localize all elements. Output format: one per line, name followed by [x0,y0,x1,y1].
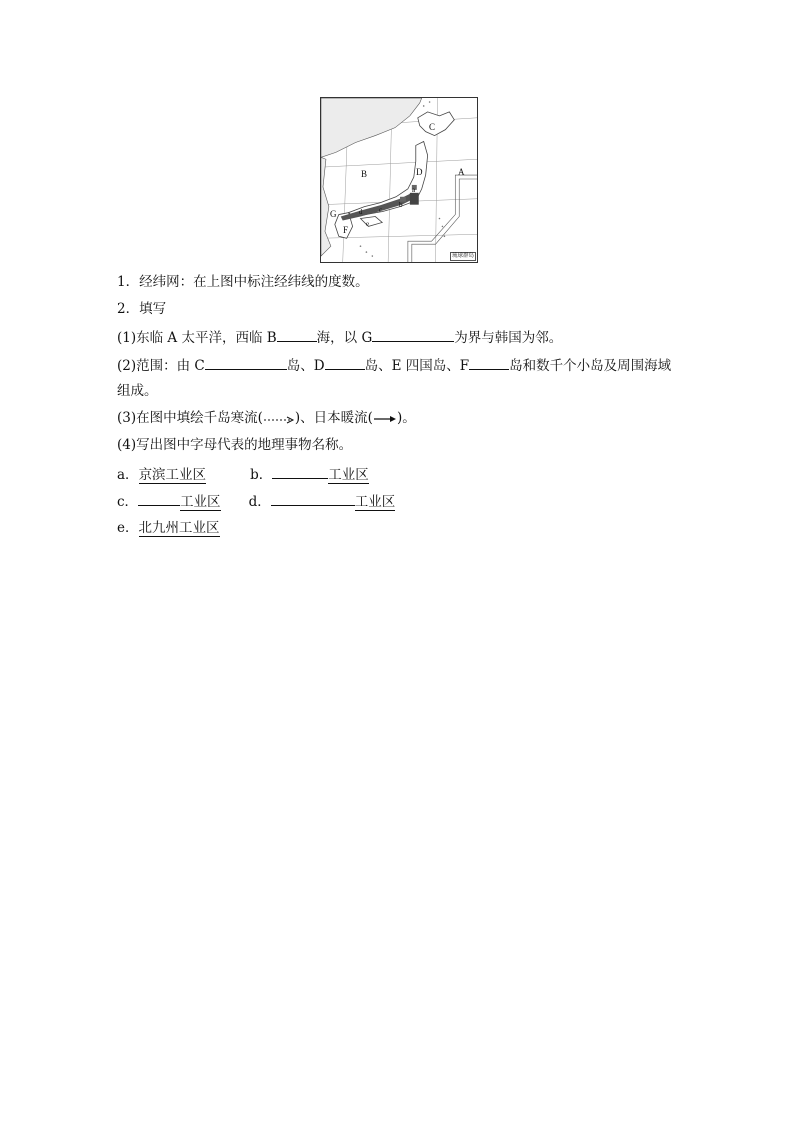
question-1-number: 1． [117,274,140,290]
part-2-text-d: 岛和数千个小岛及周围海域 [509,358,672,374]
blank-island-c[interactable] [205,355,287,370]
part-3-text-b: )、日本暖流( [294,410,373,426]
question-2-part-2-continued: 组成。 [117,383,158,399]
item-a-label: a． [117,467,139,483]
part-1-text-c: 为界与韩国为邻。 [454,330,563,346]
question-2-part-4: (4)写出图中字母代表的地理事物名称。 [117,437,353,453]
question-2-part-3 [117,409,416,427]
part-2-text-b: 岛、D [286,358,325,374]
question-2-title-text: 填写 [139,301,167,317]
item-e-label: e． [117,520,139,536]
part-3-text-c: )。 [396,410,416,426]
dashed-arrow-icon [263,414,295,424]
question-2-part-2 [117,355,671,375]
item-d-text: 工业区 [354,494,396,510]
part-1-text-a: (1)东临 A 太平洋，西临 B [117,330,277,346]
solid-arrow-icon [373,414,397,424]
part-2-text-c: 岛、E 四国岛、F [364,358,470,374]
answer-row-ab [117,464,369,484]
item-e-text: 北九州工业区 [138,520,220,536]
map-label-a-upper: A [458,167,465,177]
map-label-d-upper: D [416,167,423,177]
blank-island-d[interactable] [325,355,365,370]
blank-sea-b[interactable] [277,327,317,342]
answer-row-cd [117,491,395,511]
blank-item-c[interactable] [138,491,180,506]
part-2-text-a: (2)范围：由 C [117,358,205,374]
item-a-text: 京滨工业区 [138,467,207,483]
map-label-b-upper: B [361,169,368,179]
map-label-g: G [330,209,337,219]
question-1-text: 经纬网：在上图中标注经纬线的度数。 [139,274,369,290]
question-1 [117,273,369,291]
item-c-text: 工业区 [180,494,221,510]
japan-map [320,97,478,263]
part-3-text-a: (3)在图中填绘千岛寒流( [117,410,263,426]
blank-strait-g[interactable] [372,327,454,342]
question-2-title [117,300,166,318]
question-2-part-1 [117,327,562,347]
blank-island-f[interactable] [469,355,509,370]
map-label-a-lower: a [412,186,416,194]
map-label-e-lower: e [366,220,370,228]
item-b-label: b． [250,467,273,483]
item-b-text: 工业区 [328,467,369,483]
map-label-c-upper: C [429,122,436,132]
map-label-c-lower: c [379,206,383,214]
map-label-d-lower: d [359,208,363,216]
map-label-f: F [343,225,349,235]
item-c-label: c． [117,494,139,510]
map-source-label: 琉球群岛 [451,253,474,259]
answer-row-e [117,519,220,537]
map-graphic [321,98,477,262]
question-2-number: 2． [117,301,140,317]
blank-item-b[interactable] [272,464,328,479]
item-d-label: d． [248,494,271,510]
part-1-text-b: 海，以 G [316,330,373,346]
blank-item-d[interactable] [271,491,355,506]
map-label-b-lower: b [399,201,403,209]
